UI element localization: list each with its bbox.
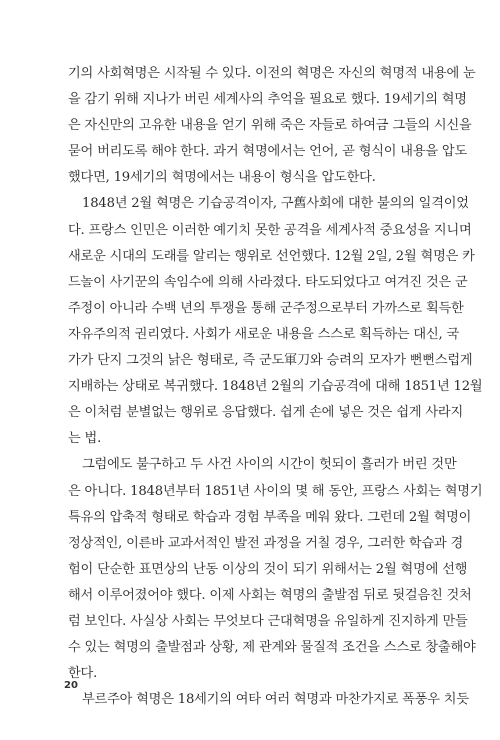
text-line: 은 자신만의 고유한 내용을 얻기 위해 죽은 자들로 하여금 그들의 시신을: [68, 118, 472, 134]
page-number: 20: [64, 680, 78, 691]
text-line: 은 이처럼 분별없는 행위로 응답했다. 쉽게 손에 넣은 것은 쉽게 사라지: [68, 405, 464, 421]
text-line: 드놀이 사기꾼의 속임수에 의해 사라졌다. 타도되었다고 여겨진 것은 군: [68, 274, 468, 290]
text-line: 럼 보인다. 사실상 사회는 무엇보다 근대혁명을 유일하게 진지하게 만들: [68, 613, 468, 629]
text-line: 해서 이루어졌어야 했다. 이제 사회는 혁명의 출발점 뒤로 뒷걸음친 것처: [68, 587, 472, 603]
text-line: 은 아니다. 1848년부터 1851년 사이의 몇 해 동안, 프랑스 사회는 혁명기: [68, 483, 483, 499]
text-line: 했다면, 19세기의 혁명에서는 내용이 형식을 압도한다.: [68, 170, 376, 186]
text-line: 정상적인, 이른바 교과서적인 발전 과정을 거칠 경우, 그러한 학습과 경: [68, 535, 464, 551]
text-line: 특유의 압축적 형태로 학습과 경험 부족을 메워 왔다. 그런데 2월 혁명이: [68, 509, 472, 525]
text-line: 수 있는 혁명의 출발점과 상황, 제 관계와 물질적 조건을 스스로 창출해야: [68, 640, 476, 656]
text-line: 주정이 아니라 수백 년의 투쟁을 통해 군주정으로부터 가까스로 획득한: [68, 300, 464, 316]
text-line: 부르주아 혁명은 18세기의 여타 여러 혁명과 마찬가지로 폭풍우 치듯: [82, 692, 469, 708]
text-line: 그럼에도 불구하고 두 사건 사이의 시간이 헛되이 흘러가 버린 것만: [82, 457, 457, 473]
text-line: 새로운 시대의 도래를 알리는 행위로 선언했다. 12월 2일, 2월 혁명은 카: [68, 248, 475, 264]
text-line: 1848년 2월 혁명은 기습공격이자, 구舊사회에 대한 불의의 일격이었: [82, 196, 469, 212]
body-text: [68, 61, 483, 713]
text-line: 자유주의적 권리였다. 사회가 새로운 내용을 스스로 획득하는 대신, 국: [68, 326, 460, 342]
text-line: 을 감기 위해 지나가 버린 세계사의 추억을 필요로 했다. 19세기의 혁명: [68, 92, 467, 108]
text-line: 한다.: [68, 666, 98, 682]
text-line: 험이 단순한 표면상의 난동 이상의 것이 되기 위해서는 2월 혁명에 선행: [68, 561, 468, 577]
text-line: 가가 단지 그것의 낡은 형태로, 즉 군도軍刀와 승려의 모자가 뻔뻔스럽게: [68, 353, 473, 369]
text-line: 다. 프랑스 인민은 이러한 예기치 못한 공격을 세계사적 중요성을 지니며: [68, 222, 472, 238]
text-line: 기의 사회혁명은 시작될 수 있다. 이전의 혁명은 자신의 혁명적 내용에 눈: [68, 66, 476, 81]
text-line: 묻어 버리도록 해야 한다. 과거 혁명에서는 언어, 곧 형식이 내용을 압도: [68, 144, 467, 160]
text-line: 는 법.: [68, 431, 102, 447]
text-line: 지배하는 상태로 복귀했다. 1848년 2월의 기습공격에 대해 1851년 12월: [68, 379, 483, 395]
